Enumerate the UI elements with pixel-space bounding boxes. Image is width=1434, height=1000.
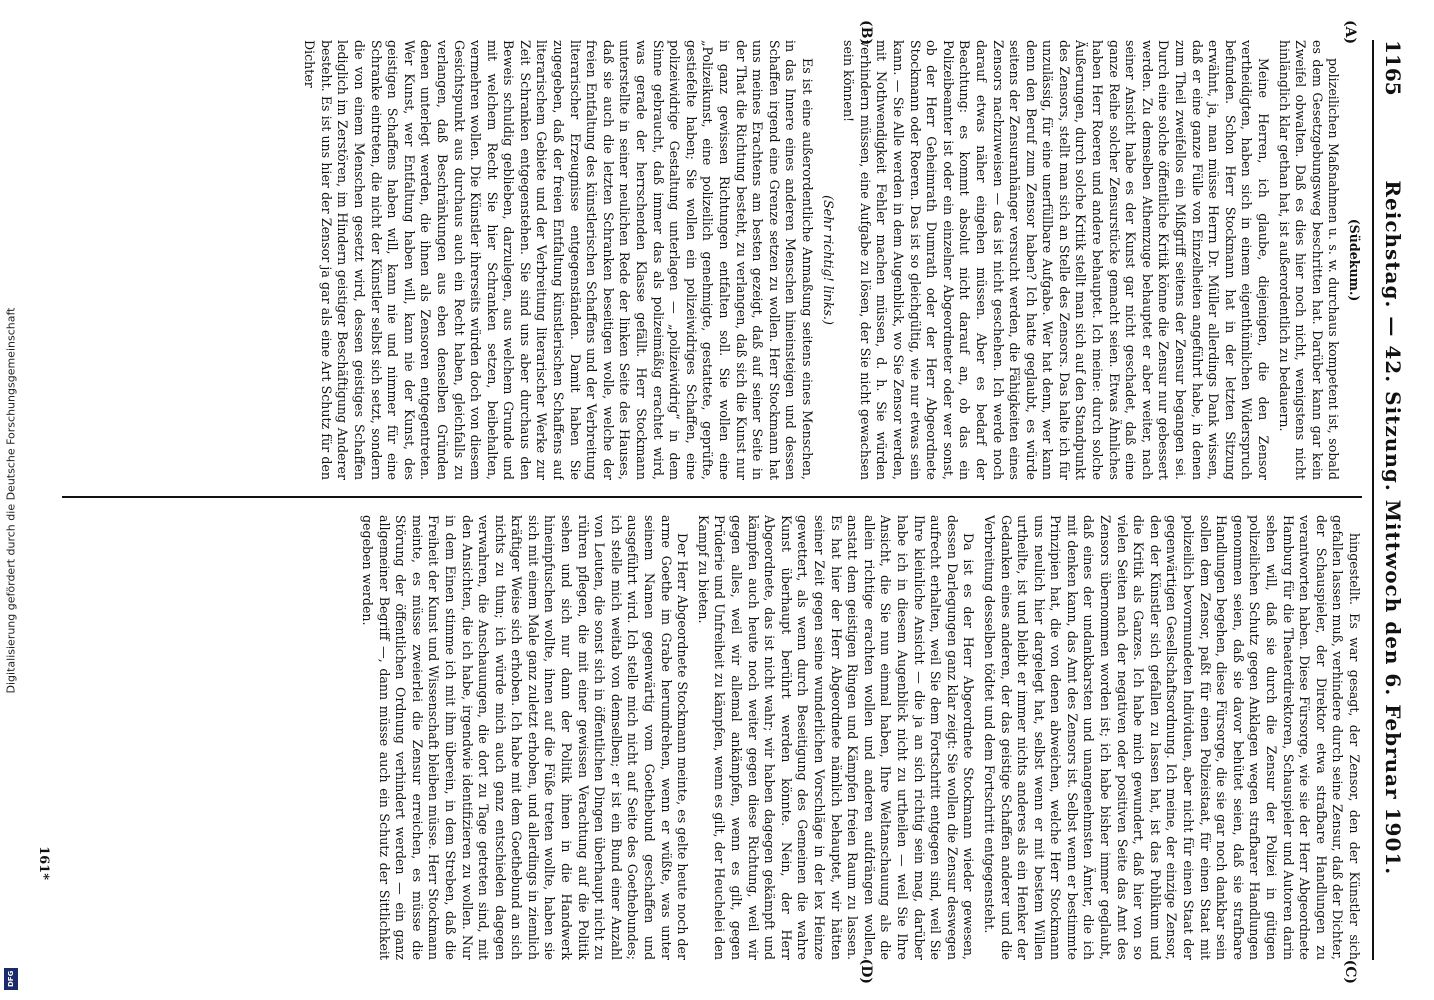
right-column (62, 515, 1362, 960)
page-header (1378, 40, 1408, 960)
column-divider (62, 496, 1362, 498)
margin-letter-a: (A) (1342, 20, 1358, 45)
speaker-label: (Südekum.) (1347, 218, 1362, 302)
interjection: (Sehr richtig! links.) (820, 195, 836, 325)
sidebar-credit (0, 0, 22, 1000)
dfg-logo: DFG (4, 968, 18, 990)
paragraph: Es ist eine außerordentliche Anmaßung seitens eines Menschen, in das Innere eines anderen Menschen hineinsteigen und dessen Schaffen irgend eine Grenze setzen zu wollen. Herr Stockmann hat uns meines Erachtens am besten gezeigt, daß auf seiner Seite in der That die Richtung besteht, zu verlangen, daß sich die Kunst nur in ganz gewissen Richtungen entfalten soll. Sie wollen eine „Polizeikunst, eine polizeilich genehmigte, gestattete, geprüfte, gestiefelte haben; Sie wollen ein polizeiwidriges Schaffen, eine polizeiwidrige Gestaltung unterlagen — „polizeiwidrig“ in dem Sinne gebraucht, daß immer das als polizeimäßig erachtet wird, was gerade der herrschenden Klasse gefällt. Herr Stockmann unterstellte in seiner neulichen Rede der linken Seite des Hauses, daß sie auch die letzten Schranken beseitigen wolle, welche der freien Entfaltung des künstlerischen Schaffens und der Verbreitung literarischer Erzeugnisse entgegenständen. Damit haben Sie zugegeben, daß der freien Entfaltung künstlerischen Schaffens auf literarischem Gebiete und der Verbreitung literarischer Werke zur Zeit Schranken entgegenstehen. Sie sind uns aber durchaus den Beweis schuldig geblieben, darzulegen, aus welchem Grunde und mit welchem Recht Sie hier Schranken setzen, beibehalten, vermehren wollen. Die Künstler ihrerseits würden doch von diesem Gesichtspunkt aus durchaus auch ein Recht haben, gleichfalls zu verlangen, daß Beschränkungen aus eben denselben Gründen denen unterlegt werden, die ihnen als Zensoren entgegentreten. Wer Kunst, wer Entfaltung haben will, kann nie der Kunst, des geistigen Schaffens haben will, kann nie und nimmer für eine Schranke eintreten, die nicht der Künstler selbst sich setzt, sondern die von einem Menschen gesetzt wird, dessen geistiges Schaffen lediglich im Zerstören, im Hindern geistiger Beschäftigung Anderer besteht. Es ist uns hier der Zensor ja gar als eine Art Schutz für den Dichter (302, 40, 815, 480)
rotated-document (22, 0, 1434, 1000)
header-rule (1372, 40, 1374, 960)
paragraph: polizeilichen Maßnahmen u. s. w. durchaus kompetent ist, sobald es dem Gesetzgebungsweg beschritten hat. Darüber kann gar kein Zweifel obwalten. Daß es dies hier noch nicht, wenigstens nicht hinlänglich klar gethan hat, ist außerordentlich zu bedauern. (1276, 40, 1342, 480)
paragraph: hingestellt. Es war gesagt, der Zensor, den der Künstler sich gefallen lassen muß, verhindere durch seine Zensur, daß der Dichter, der Schauspieler, der Direktor etwa strafbare Handlungen zu verantworten haben. Diese Fürsorge, wie sie der Herr Abgeordnete Hamburg für die Theaterdirektoren, Schauspieler und Autoren darin sehen will, daß sie durch die Zensur der Polizei in gütigen polizeilichen Schutz gegen Anklagen wegen strafbarer Handlungen genommen seien, daß sie davor behütet seien, daß sie strafbare Handlungen begehen, diese Fürsorge, die sie gar noch dankbar sein sollen dem Zensor, paßt für einen Polizeistaat, für einen Staat mit polizeilich bevormundeten Individuen, aber nicht für einen Staat der gegenwärtigen Gesellschaftsordnung. Ich meine, der einzige Zensor, den der Künstler sich gefallen zu lassen hat, ist das Publikum und die Kritik als Ganzes. Ich habe mich gewundert, daß hier von so vielen Seiten nach der negativen oder positiven Seite das Amt des Zensors übernommen worden ist; ich habe bisher immer geglaubt, daß eines der undankbarsten und unangenehmsten Ämter, die ich mit denken kann, das Amt des Zensors ist. Selbst wenn er bestimmte Prinzipien hat, die von denen abweichen, welche Herr Stockmann uns neulich hier dargelegt hat, selbst wenn er mit bestem Willen urtheilte, ist und bleibt er immer nichts anderes als ein Henker der Gedanken eines anderen, der das geistige Schaffen anderer und die Verbreitung desselben tödtet und dem Fortschritt entgegensteht. (981, 515, 1362, 960)
paragraph: Da ist es der Herr Abgeordnete Stockmann wieder gewesen, dessen Darlegungen ganz klar zeigt: Sie wollen die Zensur deswegen aufrecht erhalten, weil Sie dem Fortschritt entgegen sind, weil Sie Ihre kleinliche Ansicht — die ja an sich richtig sein mag, darüber habe ich in diesem Augenblick nicht zu urtheilen — weil Sie Ihre Ansicht, die Sie nun einmal haben, Ihre Weltanschauung als die allein richtige erachten wollen und anderen aufdrängen wollen, anstatt dem geistigen Ringen und Kämpfen freien Raum zu lassen. Es hat hier der Herr Abgeordnete nämlich behauptet, wir hätten seiner Zeit gegen seine wunderlichen Vorschläge in der lex Heinze gewettert, als wenn durch Beseitigung des Gemeinen die wahre Kunst überhaupt berührt werden könnte. Nein, der Herr Abgeordnete, das ist nicht wahr; wir haben dagegen gekämpft und kämpfen auch heute noch weiter gegen diese Richtung, weil wir gegen alles, weil wir allemal ankämpfen, wenn es gilt, gegen Prüderie und Unfreiheit zu kämpfen, wenn es gilt, der Heuchelei den Kampf zu bieten. (695, 515, 977, 960)
margin-letter-d: (D) (858, 958, 874, 984)
left-column (62, 40, 1362, 480)
signature-mark: 161* (36, 846, 51, 880)
margin-letter-b: (B) (858, 20, 874, 46)
paragraph: Der Herr Abgeordnete Stockmann meinte, es gelte heute noch der arme Goethe im Grabe herumdrehen, wenn er wüßte, was unter seinem Namen gegenwärtig vom Goethebund geschaffen und ausgeführt wird. Ich stelle mich nicht auf Seite des Goethebundes; ich stelle mich weitab von demselben; er ist ein Bund einer Anzahl von Leuten, die sonst sich in öffentlichen Dingen überhaupt nicht zu rühren pflegen, die mit einer gewissen Verachtung auf die Politik sehen und sich nur dann der Politik ihnen in die Handwerk hineinpfuschen wollte, ihnen auf die Füße treten wollte, haben sie sich mit einem Male ganz zuletzt erhoben, und allerdings in ziemlich kräftiger Weise sich erhoben. Ich habe mit dem Goethebund an sich nichts zu thun; ich würde mich auch ganz entschieden dagegen verwahren, die Anschauungen, die dort zu Tage getreten sind, mit den Ansichten, die ich habe, irgendwie identifizieren zu wollen. Nur in dem Einen stimme ich mit ihm überein, in dem Streben, daß die Freiheit der Kunst und Wissenschaft bleiben müsse. Herr Stockmann meinte, es müsse zweierlei die Zensur erreichen, es müsse die Störung der öffentlichen Ordnung verhindert werden — ein ganz allgemeiner Begriff —, dann müsse auch ein Schutz der Sittlichkeit gegeben werden. (359, 515, 691, 960)
margin-letter-c: (C) (1342, 959, 1358, 984)
page-number: 1165 (1381, 40, 1405, 96)
page-title: Reichstag. — 42. Sitzung. Mittwoch den 6. Februar 1901. (1381, 180, 1405, 876)
paragraph: Meine Herren, ich glaube, diejenigen, die den Zensor vertheidigten, haben sich in einem eigenthümlichen Widerspruch befunden. Schon Herr Stockmann hat in der letzten Sitzung erwähnt, ja, man müsse Herrn Dr. Müller allerdings Dank wissen, daß er eine ganze Fülle von Einzelheiten angeführt habe, in denen zum Theil zweifellos ein Mißgriff seitens der Zensur begangen sei. Durch eine solche öffentliche Kritik könne die Zensur nur gebessert werden. Zu demselben Athemzuge behauptet er aber weiter, nach seiner Ansicht habe es der Kunst gar nicht geschadet, daß eine ganze Reihe solcher Zensurstücke gemacht seien. Etwas Ähnliches haben Herr Roeren und andere behauptet. Ich meine: durch solche Äußerungen, durch solche Kritik stellt man sich auf den Standpunkt des Zensors, stellt man sich an Stelle des Zensors. Das halte ich für unzulässig, für eine unerfüllbare Aufgabe. Wer hat denn, wer kann denn den Beruf zum Zensor haben? Ich hatte geglaubt, es würde seitens der Zensuranhänger versucht werden, die Fähigkeiten eines Zensors nachzuweisen — das ist nicht geschehen. Ich werde noch darauf etwas näher eingehen müssen. Aber es bedarf der Beachtung: es kommt absolut nicht darauf an, ob das ein Polizeibeamter ist oder ein einzelner Abgeordneter oder wer sonst, ob der Herr Geheimrath Dumrath oder der Herr Abgeordnete Stockmann oder Roeren. Das ist so gleichgültig, wie nur etwas sein kann. — Sie Alle werden in dem Augenblick, wo Sie Zensor werden, mit Nothwendigkeit Fehler machen müssen, d. h. Sie würden verhindern müssen, eine Aufgabe zu lösen, der Sie nicht gewachsen sein können! (841, 40, 1272, 480)
sidebar-credit-text: Digitalisierung gefördert durch die Deutsche Forschungsgemeinschaft (4, 307, 18, 693)
